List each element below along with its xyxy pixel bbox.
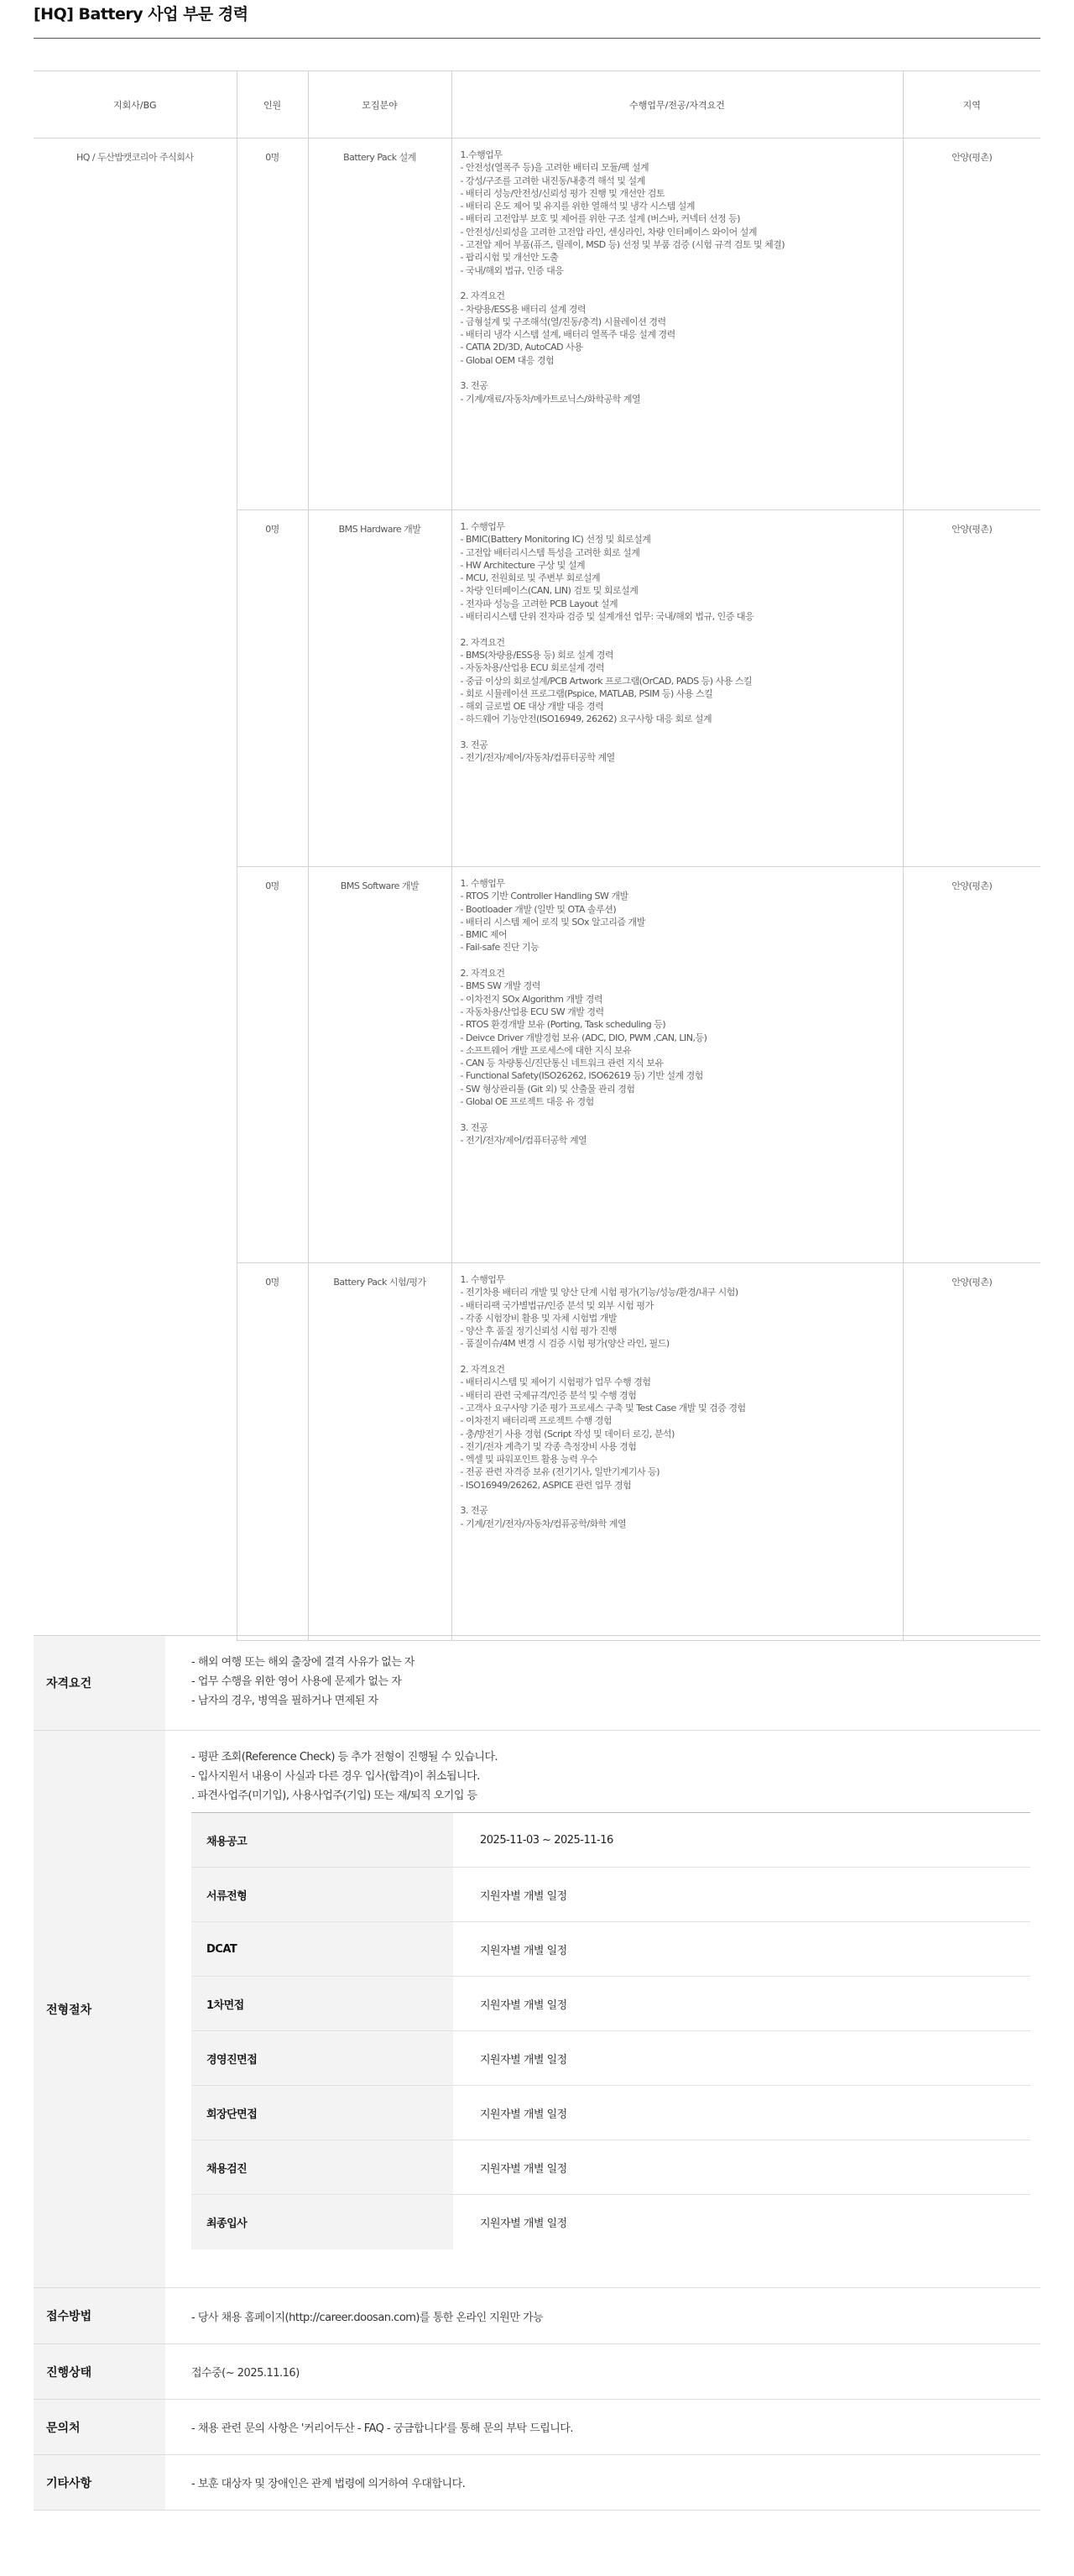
duty-line: 2. 자격요건 bbox=[460, 1364, 505, 1376]
duty-line: 2. 자격요건 bbox=[460, 636, 505, 648]
duty-line: - 고전압 배터리시스템 특성을 고려한 회로 설계 bbox=[460, 546, 640, 558]
duty-line: - 양산 후 품질 정기신뢰성 시험 평가 진행 bbox=[460, 1325, 617, 1337]
duty-spacer bbox=[461, 367, 903, 379]
position-table bbox=[34, 71, 1040, 1641]
process-steps-table bbox=[191, 1812, 1030, 2249]
process-step-name: 채용공고 bbox=[191, 1813, 453, 1868]
duty-line: 3. 전공 bbox=[460, 380, 488, 392]
position-table-header bbox=[34, 71, 1040, 138]
duty-line: - 해외 글로벌 OE 대상 개발 대응 경력 bbox=[460, 701, 604, 713]
application-content: - 당사 채용 홈페이지(http://career.doosan.com)를 통한 온라인 지원만 가능 bbox=[191, 2311, 544, 2324]
duty-line: 1. 수행업무 bbox=[460, 878, 505, 889]
process-step bbox=[191, 1813, 1030, 1868]
process-step-value: 지원자별 개별 일정 bbox=[453, 2086, 1030, 2140]
process-note: - 입사지원서 내용이 사실과 다른 경우 입사(합격)이 취소됩니다. bbox=[191, 1770, 480, 1783]
duty-line: - 안전성/신뢰성을 고려한 고전압 라인, 센싱라인, 차량 인터페이스 와이어 설계 bbox=[460, 226, 758, 238]
duty-line: - 중급 이상의 회로설계/PCB Artwork 프로그램(OrCAD, PADS 등) 사용 스킬 bbox=[460, 675, 753, 687]
duty-line: - 안전성(열폭주 등)을 고려한 배터리 모듈/팩 설계 bbox=[460, 162, 649, 174]
duty-line: - 이차전지 배터리팩 프로젝트 수행 경험 bbox=[460, 1415, 612, 1427]
duty-line: 2. 자격요건 bbox=[460, 968, 505, 980]
qualifications-label: 자격요건 bbox=[34, 1636, 165, 1730]
duty-line: - SW 형상관리툴 (Git 외) 및 산출물 관리 경험 bbox=[460, 1083, 635, 1095]
status-row bbox=[34, 2344, 1040, 2400]
duties-cell bbox=[451, 867, 903, 1263]
duty-line: - CAN 등 차량통신/진단통신 네트워크 관련 지식 보유 bbox=[460, 1058, 664, 1069]
process-step-name: 1차면접 bbox=[191, 1977, 453, 2031]
contact-content: - 채용 관련 문의 사항은 '커리어두산 - FAQ - 궁금합니다'를 통해 문의 부탁 드립니다. bbox=[191, 2422, 573, 2435]
duty-line: - 전기차용 배터리 개발 및 양산 단계 시험 평가(기능/성능/환경/내구 시험) bbox=[460, 1287, 738, 1298]
headcount-cell: 0명 bbox=[237, 510, 308, 867]
process-step bbox=[191, 1977, 1030, 2031]
region-cell: 안양(평촌) bbox=[903, 867, 1040, 1263]
process-step-name: 경영진면접 bbox=[191, 2031, 453, 2086]
duty-line: - 배터리시스템 단위 전자파 검증 및 설계개선 업무: 국내/해외 법규, 인증 대응 bbox=[460, 611, 754, 623]
process-step-name: DCAT bbox=[191, 1922, 453, 1977]
contact-label: 문의처 bbox=[34, 2400, 165, 2454]
process-row bbox=[34, 1731, 1040, 2288]
duty-line: - 전기/전자 계측기 및 각종 측정장비 사용 경험 bbox=[460, 1440, 637, 1452]
duty-line: - RTOS 환경개발 보유 (Porting, Task scheduling 등) bbox=[460, 1019, 666, 1031]
qualification-line: - 남자의 경우, 병역을 필하거나 면제된 자 bbox=[191, 1695, 378, 1707]
duty-spacer bbox=[461, 277, 903, 290]
duty-line: 2. 자격요건 bbox=[460, 290, 505, 302]
duty-line: - MCU, 전원회로 및 주변부 회로설계 bbox=[460, 572, 601, 584]
duties-cell bbox=[451, 510, 903, 867]
process-note: - 평판 조회(Reference Check) 등 추가 전형이 진행될 수 있습니다. bbox=[191, 1751, 498, 1763]
duty-line: - 고객사 요구사양 기준 평가 프로세스 구축 및 Test Case 개발 및 검증 경험 bbox=[460, 1402, 746, 1413]
field-cell: Battery Pack 시험/평가 bbox=[308, 1263, 451, 1641]
duty-line: 3. 전공 bbox=[460, 1121, 488, 1133]
process-step-name: 서류전형 bbox=[191, 1868, 453, 1922]
qualifications-row bbox=[34, 1636, 1040, 1731]
process-step bbox=[191, 2195, 1030, 2249]
process-step bbox=[191, 1922, 1030, 1977]
duty-line: - ISO16949/26262, ASPICE 관련 업무 경험 bbox=[460, 1479, 632, 1491]
process-step-value: 지원자별 개별 일정 bbox=[453, 1977, 1030, 2031]
duty-spacer bbox=[461, 623, 903, 635]
process-step-value: 지원자별 개별 일정 bbox=[453, 2031, 1030, 2086]
duty-line: 1.수행업무 bbox=[460, 149, 503, 160]
duty-line: - BMS SW 개발 경력 bbox=[460, 980, 540, 992]
header-headcount: 인원 bbox=[237, 71, 308, 138]
info-section bbox=[34, 1635, 1040, 2511]
duty-spacer bbox=[461, 954, 903, 967]
etc-row bbox=[34, 2455, 1040, 2511]
process-step-value: 지원자별 개별 일정 bbox=[453, 1868, 1030, 1922]
process-step-value: 지원자별 개별 일정 bbox=[453, 1922, 1030, 1977]
field-cell: Battery Pack 설계 bbox=[308, 138, 451, 510]
process-step-name: 최종입사 bbox=[191, 2195, 453, 2249]
duty-line: - RTOS 기반 Controller Handling SW 개발 bbox=[460, 891, 628, 902]
etc-label: 기타사항 bbox=[34, 2455, 165, 2510]
duty-line: - Bootloader 개발 (일반 및 OTA 솔루션) bbox=[460, 903, 617, 915]
duty-line: - 차량 인터페이스(CAN, LIN) 검토 및 회로설계 bbox=[460, 585, 639, 597]
position-table-body bbox=[34, 138, 1040, 1641]
company-cell: HQ / 두산밥캣코리아 주식회사 bbox=[34, 138, 237, 1641]
duty-line: - 배터리 온도 제어 및 유지를 위한 열해석 및 냉각 시스템 설계 bbox=[460, 201, 695, 212]
process-note: . 파견사업주(미기입), 사용사업주(기입) 또는 재/퇴직 오기입 등 bbox=[191, 1790, 477, 1802]
duty-line: - 기계/전기/전자/자동차/컴퓨공학/화학 계열 bbox=[460, 1518, 627, 1529]
duty-spacer bbox=[461, 726, 903, 739]
process-step bbox=[191, 2140, 1030, 2195]
duties-cell bbox=[451, 138, 903, 510]
duty-line: - 고전압 제어 부품(퓨즈, 릴레이, MSD 등) 선정 및 부품 검증 (시험 규격 검토 및 체결) bbox=[460, 239, 785, 251]
duty-line: - 배터리 성능/안전성/신뢰성 평가 진행 및 개선안 검토 bbox=[460, 187, 665, 199]
duty-line: 1. 수행업무 bbox=[460, 521, 505, 532]
qualifications-content bbox=[165, 1636, 1040, 1730]
contact-row bbox=[34, 2400, 1040, 2455]
duty-line: - 배터리 관련 국제규격/인증 분석 및 수행 경험 bbox=[460, 1389, 637, 1401]
duty-line: 3. 전공 bbox=[460, 1505, 488, 1517]
qualification-line: - 업무 수행을 위한 영어 사용에 문제가 없는 자 bbox=[191, 1675, 402, 1688]
duty-line: - Fail-safe 진단 기능 bbox=[460, 942, 540, 954]
qualification-line: - 해외 여행 또는 해외 출장에 결격 사유가 없는 자 bbox=[191, 1656, 414, 1669]
process-step bbox=[191, 2031, 1030, 2086]
duty-line: - Functional Safety(ISO26262, ISO62619 등) 기반 설계 경험 bbox=[460, 1070, 703, 1082]
duty-line: - 회로 시뮬레이션 프로그램(Pspice, MATLAB, PSIM 등) 사용 스킬 bbox=[460, 687, 713, 699]
duty-line: 3. 전공 bbox=[460, 739, 488, 751]
header-region: 지역 bbox=[903, 71, 1040, 138]
duty-line: 1. 수행업무 bbox=[460, 1274, 505, 1285]
duty-line: - 배터리 시스템 제어 로직 및 SOx 알고리즘 개발 bbox=[460, 916, 645, 927]
duty-line: - 기계/재료/자동차/메카트로닉스/화학공학 계열 bbox=[460, 393, 641, 405]
process-step-name: 채용검진 bbox=[191, 2140, 453, 2195]
duty-line: - 배터리 냉각 시스템 설계, 배터리 열폭주 대응 설계 경력 bbox=[460, 329, 675, 341]
duty-line: - Global OE 프로젝트 대응 유 경험 bbox=[460, 1096, 594, 1108]
page-header bbox=[34, 0, 1040, 39]
process-step bbox=[191, 2086, 1030, 2140]
duty-spacer bbox=[461, 1351, 903, 1363]
duty-line: - 차량용/ESS용 배터리 설계 경력 bbox=[460, 303, 586, 315]
duty-line: - Global OEM 대응 경험 bbox=[460, 354, 555, 366]
application-label: 접수방법 bbox=[34, 2288, 165, 2343]
duty-line: - 엑셀 및 파워포인트 활용 능력 우수 bbox=[460, 1454, 597, 1466]
duty-line: - 전기/전자/제어/자동차/컴퓨터공학 계열 bbox=[460, 752, 615, 764]
duty-line: - 각종 시험장비 활용 및 자체 시험법 개발 bbox=[460, 1312, 617, 1324]
duty-line: - 배터리 고전압부 보호 및 제어를 위한 구조 설계 (버스바, 커넥터 선정 등) bbox=[460, 213, 741, 225]
duty-line: - 배터리시스템 및 제어기 시험평가 업무 수행 경험 bbox=[460, 1377, 651, 1388]
header-field: 모집분야 bbox=[308, 71, 451, 138]
duties-cell bbox=[451, 1263, 903, 1641]
field-cell: BMS Software 개발 bbox=[308, 867, 451, 1263]
headcount-cell: 0명 bbox=[237, 1263, 308, 1641]
duty-line: - 전자파 성능을 고려한 PCB Layout 설계 bbox=[460, 598, 618, 609]
header-company: 지회사/BG bbox=[34, 71, 237, 138]
headcount-cell: 0명 bbox=[237, 138, 308, 510]
duty-line: - 자동차용/산업용 ECU SW 개발 경력 bbox=[460, 1006, 604, 1017]
duty-line: - 충/방전기 사용 경험 (Script 작성 및 데이터 로깅, 분석) bbox=[460, 1428, 675, 1440]
application-row bbox=[34, 2288, 1040, 2344]
process-step-name: 회장단면접 bbox=[191, 2086, 453, 2140]
duty-line: - BMS(차량용/ESS용 등) 회로 설계 경력 bbox=[460, 649, 614, 661]
duty-line: - 강성/구조를 고려한 내진동/내충격 해석 및 설계 bbox=[460, 175, 645, 186]
duty-spacer bbox=[461, 1108, 903, 1121]
page-title: [HQ] Battery 사업 부문 경력 bbox=[34, 5, 248, 24]
duty-line: - HW Architecture 구상 및 설계 bbox=[460, 559, 586, 571]
region-cell: 안양(평촌) bbox=[903, 1263, 1040, 1641]
duty-line: - 전공 관련 자격증 보유 (전기기사, 일반기계기사 등) bbox=[460, 1466, 660, 1478]
duty-line: - BMIC 제어 bbox=[460, 929, 508, 941]
duty-line: - 금형설계 및 구조해석(열/진동/충격) 시뮬레이션 경력 bbox=[460, 316, 666, 327]
process-content bbox=[165, 1731, 1040, 2287]
region-cell: 안양(평촌) bbox=[903, 138, 1040, 510]
duty-line: - 이차전지 SOx Algorithm 개발 경력 bbox=[460, 993, 602, 1005]
duty-spacer bbox=[461, 1492, 903, 1504]
status-label: 진행상태 bbox=[34, 2344, 165, 2399]
duty-line: - 팝리시험 및 개선안 도출 bbox=[460, 252, 559, 264]
headcount-cell: 0명 bbox=[237, 867, 308, 1263]
field-cell: BMS Hardware 개발 bbox=[308, 510, 451, 867]
duty-line: - Deivce Driver 개발경험 보유 (ADC, DIO, PWM ,CAN, LIN,등) bbox=[460, 1032, 707, 1043]
duty-line: - 국내/해외 법규, 인증 대응 bbox=[460, 264, 564, 276]
duty-line: - 자동차용/산업용 ECU 회로설계 경력 bbox=[460, 662, 604, 674]
process-step-value: 2025-11-03 ~ 2025-11-16 bbox=[453, 1813, 1030, 1868]
process-step-value: 지원자별 개별 일정 bbox=[453, 2195, 1030, 2249]
duty-line: - 배터리팩 국가별법규/인증 분석 및 외부 시험 평가 bbox=[460, 1299, 654, 1311]
process-step bbox=[191, 1868, 1030, 1922]
etc-content: - 보훈 대상자 및 장애인은 관계 법령에 의거하여 우대합니다. bbox=[191, 2478, 466, 2490]
duty-line: - 소프트웨어 개발 프로세스에 대한 지식 보유 bbox=[460, 1044, 632, 1056]
header-duties: 수행업무/전공/자격요건 bbox=[451, 71, 903, 138]
process-label: 전형절차 bbox=[34, 1731, 165, 2287]
duty-line: - BMIC(Battery Monitoring IC) 선정 및 회로설계 bbox=[460, 534, 651, 546]
duty-line: - CATIA 2D/3D, AutoCAD 사용 bbox=[460, 342, 583, 353]
duty-line: - 전기/전자/제어/컴퓨터공학 계열 bbox=[460, 1134, 587, 1146]
duty-line: - 하드웨어 기능안전(ISO16949, 26262) 요구사항 대응 회로 설계 bbox=[460, 713, 712, 725]
status-content: 접수중(~ 2025.11.16) bbox=[191, 2367, 300, 2380]
position-row bbox=[34, 138, 1040, 510]
duty-line: - 품질이슈/4M 변경 시 검증 시험 평가(양산 라인, 필드) bbox=[460, 1338, 670, 1350]
region-cell: 안양(평촌) bbox=[903, 510, 1040, 867]
process-step-value: 지원자별 개별 일정 bbox=[453, 2140, 1030, 2195]
